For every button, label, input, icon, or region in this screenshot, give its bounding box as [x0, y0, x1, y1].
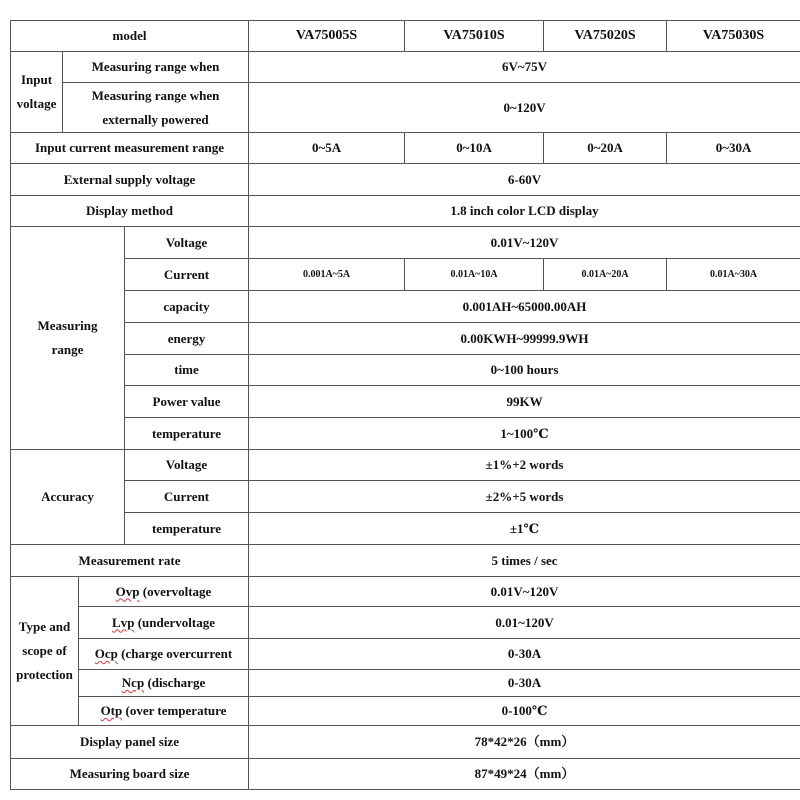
model-col-2: VA75010S	[405, 21, 544, 52]
measuring-energy-row	[11, 323, 800, 355]
measuring-current-label: Current	[125, 259, 249, 291]
input-current-value-1: 0~5A	[249, 133, 405, 164]
lvp-abbr: Lvp	[112, 614, 135, 630]
protection-ocp-label	[79, 639, 249, 670]
measuring-voltage-label: Voltage	[125, 227, 249, 259]
protection-ncp-row	[11, 670, 800, 697]
supply-label: External supply voltage	[11, 164, 249, 196]
measuring-energy-label: energy	[125, 323, 249, 355]
ncp-desc: (discharge	[144, 675, 206, 690]
input-current-value-4: 0~30A	[667, 133, 800, 164]
model-col-1: VA75005S	[249, 21, 405, 52]
protection-lvp-label	[79, 607, 249, 639]
measuring-power-value: 99KW	[249, 386, 800, 418]
input-current-value-3: 0~20A	[544, 133, 667, 164]
header-row	[11, 21, 800, 52]
panel-row	[11, 726, 800, 759]
measuring-power-label: Power value	[125, 386, 249, 418]
display-row	[11, 196, 800, 227]
board-row	[11, 759, 800, 790]
ovp-abbr: Ovp	[115, 583, 140, 599]
measuring-power-row	[11, 386, 800, 418]
input-current-value-2: 0~10A	[405, 133, 544, 164]
accuracy-voltage-row	[11, 450, 800, 481]
measuring-current-value-3: 0.01A~20A	[544, 259, 667, 291]
measuring-group	[11, 227, 125, 450]
ovp-desc: (overvoltage	[139, 583, 212, 599]
ncp-abbr: Ncp	[121, 675, 145, 690]
rate-label: Measurement rate	[11, 545, 249, 577]
protection-ncp-label	[79, 670, 249, 697]
otp-desc: (over temperature	[122, 703, 227, 718]
ocp-abbr: Ocp	[94, 646, 118, 661]
board-label: Measuring board size	[11, 759, 249, 790]
measuring-capacity-value: 0.001AH~65000.00AH	[249, 291, 800, 323]
input-voltage-ext-label	[63, 83, 249, 133]
board-value: 87*49*24（mm）	[249, 759, 800, 790]
model-header: model	[11, 21, 249, 52]
supply-row	[11, 164, 800, 196]
input-voltage-row	[11, 52, 800, 83]
accuracy-temperature-label: temperature	[125, 513, 249, 545]
accuracy-temperature-value: ±1℃	[249, 513, 800, 545]
measuring-current-value-1: 0.001A~5A	[249, 259, 405, 291]
input-voltage-ext-value: 0~120V	[249, 83, 800, 133]
ocp-desc: (charge overcurrent	[117, 646, 233, 661]
measuring-voltage-value: 0.01V~120V	[249, 227, 800, 259]
model-col-3: VA75020S	[544, 21, 667, 52]
protection-ovp-row	[11, 577, 800, 607]
protection-otp-value: 0-100℃	[249, 697, 800, 726]
input-voltage-ext-row	[11, 83, 800, 133]
input-voltage-range-value: 6V~75V	[249, 52, 800, 83]
measuring-voltage-row	[11, 227, 800, 259]
input-voltage-group	[11, 52, 63, 133]
supply-value: 6-60V	[249, 164, 800, 196]
accuracy-current-value: ±2%+5 words	[249, 481, 800, 513]
measuring-energy-value: 0.00KWH~99999.9WH	[249, 323, 800, 355]
protection-ovp-label	[79, 577, 249, 607]
accuracy-current-row	[11, 481, 800, 513]
accuracy-temperature-row	[11, 513, 800, 545]
input-voltage-range-label: Measuring range when	[63, 52, 249, 83]
protection-ocp-row	[11, 639, 800, 670]
measuring-capacity-row	[11, 291, 800, 323]
protection-ocp-value: 0-30A	[249, 639, 800, 670]
rate-row	[11, 545, 800, 577]
otp-abbr: Otp	[100, 703, 123, 718]
measuring-current-value-4: 0.01A~30A	[667, 259, 800, 291]
protection-group-line2: scope of	[22, 643, 67, 658]
input-voltage-group-line2: voltage	[16, 96, 57, 111]
lvp-desc: (undervoltage	[134, 614, 215, 630]
protection-ovp-value: 0.01V~120V	[249, 577, 800, 607]
input-current-label: Input current measurement range	[11, 133, 249, 164]
protection-lvp-row	[11, 607, 800, 639]
measuring-temperature-label: temperature	[125, 418, 249, 450]
display-label: Display method	[11, 196, 249, 227]
measuring-time-label: time	[125, 355, 249, 386]
accuracy-group: Accuracy	[11, 450, 125, 545]
protection-group	[11, 577, 79, 726]
protection-lvp-value: 0.01~120V	[249, 607, 800, 639]
protection-otp-label	[79, 697, 249, 726]
measuring-current-value-2: 0.01A~10A	[405, 259, 544, 291]
accuracy-voltage-label: Voltage	[125, 450, 249, 481]
protection-group-line1: Type and	[18, 619, 71, 634]
protection-ncp-value: 0-30A	[249, 670, 800, 697]
protection-otp-row	[11, 697, 800, 726]
measuring-group-line2: range	[51, 342, 84, 357]
accuracy-current-label: Current	[125, 481, 249, 513]
panel-label: Display panel size	[11, 726, 249, 759]
measuring-temperature-row	[11, 418, 800, 450]
panel-value: 78*42*26（mm）	[249, 726, 800, 759]
measuring-temperature-value: 1~100℃	[249, 418, 800, 450]
measuring-time-row	[11, 355, 800, 386]
model-col-4: VA75030S	[667, 21, 800, 52]
measuring-capacity-label: capacity	[125, 291, 249, 323]
input-voltage-ext-label-line2: externally powered	[102, 111, 209, 127]
measuring-current-row	[11, 259, 800, 291]
display-value: 1.8 inch color LCD display	[249, 196, 800, 227]
accuracy-voltage-value: ±1%+2 words	[249, 450, 800, 481]
input-current-row	[11, 133, 800, 164]
rate-value: 5 times / sec	[249, 545, 800, 577]
input-voltage-ext-label-line1: Measuring range when	[91, 87, 220, 103]
spec-table	[10, 20, 800, 790]
measuring-time-value: 0~100 hours	[249, 355, 800, 386]
measuring-group-line1: Measuring	[37, 318, 98, 333]
protection-group-line3: protection	[16, 667, 73, 682]
input-voltage-group-line1: Input	[20, 72, 53, 87]
